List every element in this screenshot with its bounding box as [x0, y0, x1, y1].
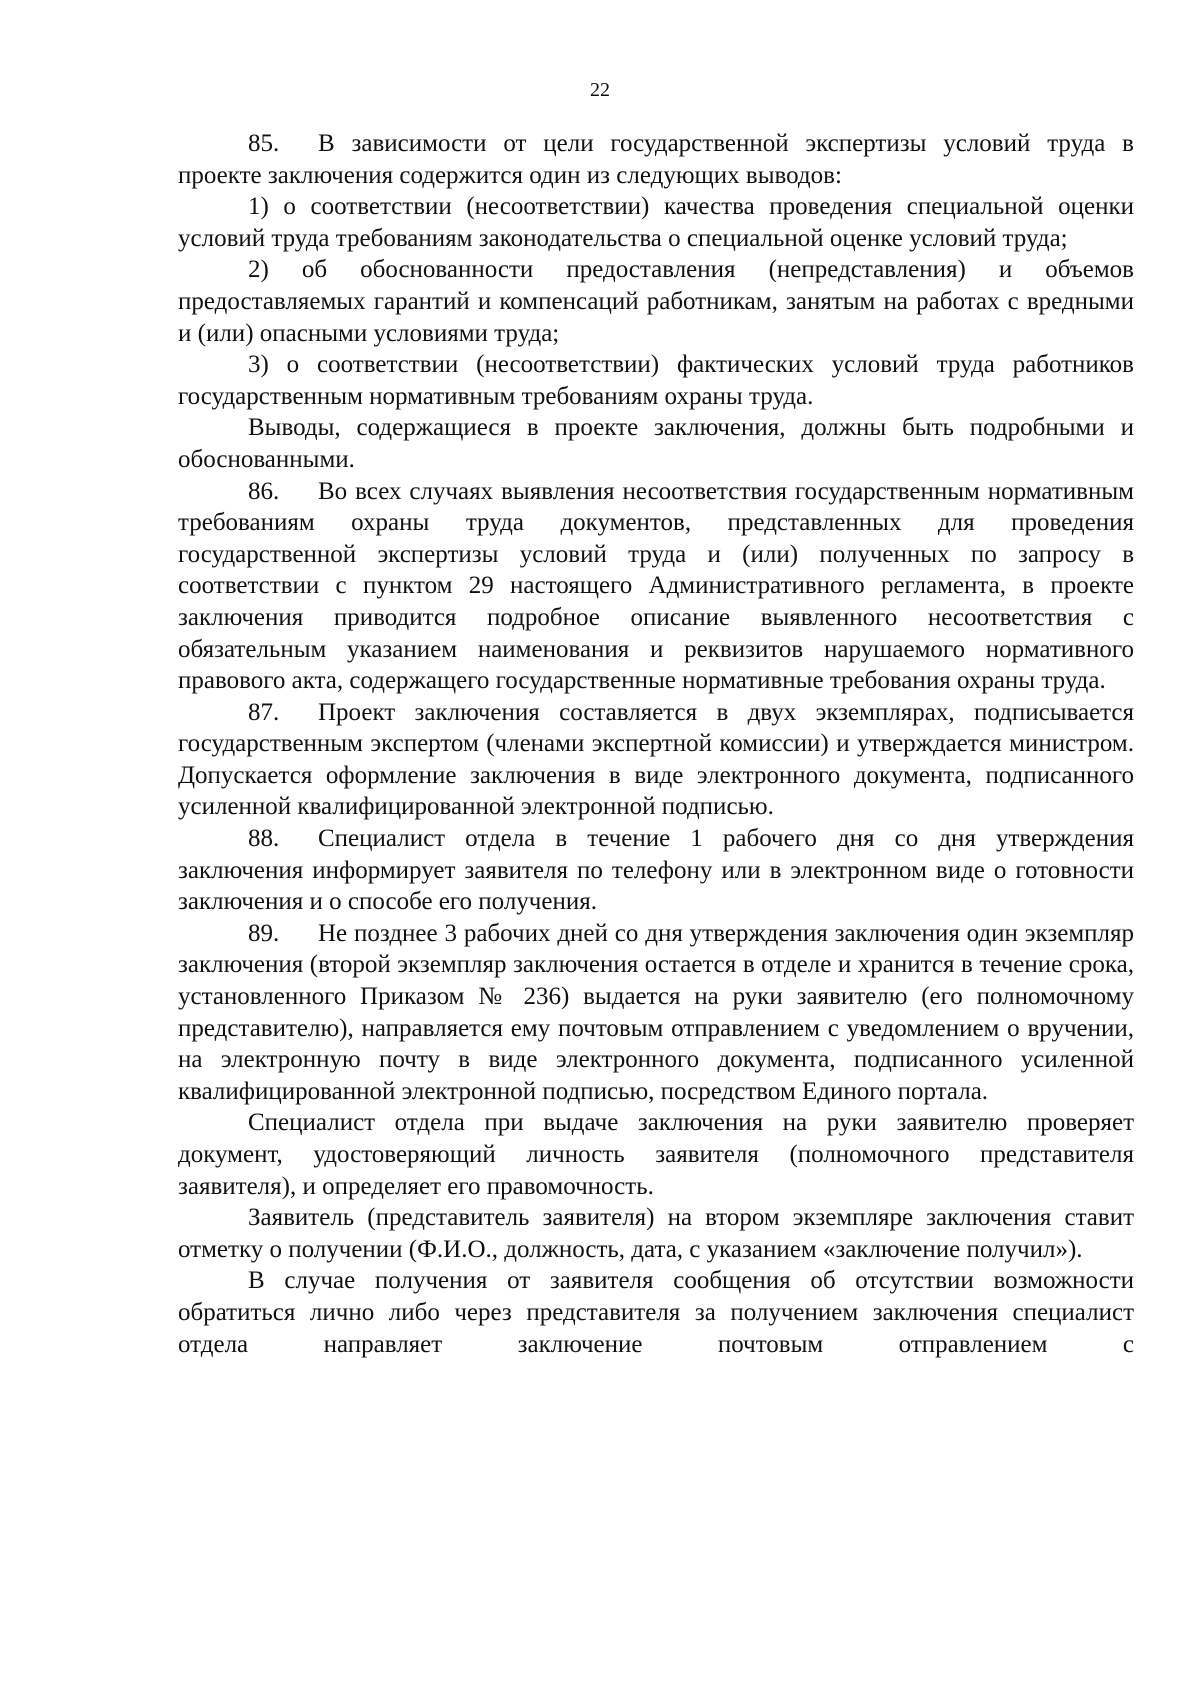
- paragraph-85-item-2: [178, 254, 1134, 349]
- item-number: 89.: [248, 919, 280, 947]
- paragraph-89-receipt: [178, 1202, 1134, 1265]
- paragraph-text: Во всех случаях выявления несоответствия государственным нормативным требованиям охраны труда документов, представленных для проведения государственной экспертизы условий труда и (или) полученных по запросу в соответствии с пунктом 29 настоящего Административного регламента, в проекте заключения приводится подробное описание выявленного несоответствия с обязательным указанием наименования и реквизитов нарушаемого нормативного правового акта, содержащего государственные нормативные требования охраны труда.: [178, 477, 1134, 695]
- paragraph-text: Специалист отдела при выдаче заключения на руки заявителю проверяет документ, удостоверяющий личность заявителя (полномочного представителя заявителя), и определяет его правомочность.: [178, 1109, 1134, 1200]
- paragraph-87: [178, 697, 1134, 823]
- paragraph-85-item-3: [178, 349, 1134, 412]
- paragraph-text: Специалист отдела в течение 1 рабочего дня со дня утверждения заключения информирует заявителя по телефону или в электронном виде о готовности заключения и о способе его получения.: [178, 825, 1134, 916]
- paragraph-text: Проект заключения составляется в двух экземплярах, подписывается государственным экспертом (членами экспертной комиссии) и утверждается министром. Допускается оформление заключения в виде электронного документа, подписанного усиленной квалифицированной электронной подписью.: [178, 698, 1134, 821]
- paragraph-text: В зависимости от цели государственной экспертизы условий труда в проекте заключения содержится один из следующих выводов:: [178, 130, 1134, 189]
- document-body: [178, 128, 1134, 1360]
- paragraph-text: 2) об обоснованности предоставления (непредставления) и объемов предоставляемых гарантий и компенсаций работникам, занятым на работах с вредными и (или) опасными условиями труда;: [178, 256, 1134, 347]
- paragraph-89-mail: [178, 1265, 1134, 1360]
- paragraph-conclusions: [178, 412, 1134, 475]
- paragraph-text: Не позднее 3 рабочих дней со дня утверждения заключения один экземпляр заключения (второй экземпляр заключения остается в отделе и хранится в течение срока, установленного Приказом № 236) выдается на руки заявителю (его полномочному представителю), направляется ему почтовым отправлением с уведомлением о вручении, на электронную почту в виде электронного документа, подписанного усиленной квалифицированной электронной подписью, посредством Единого портала.: [178, 919, 1134, 1105]
- paragraph-89: [178, 918, 1134, 1108]
- paragraph-85-item-1: [178, 191, 1134, 254]
- paragraph-text: Выводы, содержащиеся в проекте заключения, должны быть подробными и обоснованными.: [178, 414, 1134, 473]
- item-number: 87.: [248, 698, 280, 726]
- paragraph-text: В случае получения от заявителя сообщения об отсутствии возможности обратиться лично либо через представителя за получением заключения специалист отдела направляет заключение почтовым отправлением с: [178, 1267, 1134, 1358]
- item-number: 85.: [248, 130, 280, 157]
- paragraph-text: 3) о соответствии (несоответствии) фактических условий труда работников государственным нормативным требованиям охраны труда.: [178, 351, 1134, 410]
- item-number: 88.: [248, 825, 280, 853]
- item-number: 86.: [248, 477, 280, 505]
- page-number: 22: [590, 79, 610, 101]
- paragraph-88: [178, 823, 1134, 918]
- paragraph-89-check: [178, 1107, 1134, 1202]
- paragraph-85: [178, 128, 1134, 191]
- paragraph-text: Заявитель (представитель заявителя) на втором экземпляре заключения ставит отметку о получении (Ф.И.О., должность, дата, с указанием «заключение получил»).: [178, 1204, 1134, 1263]
- paragraph-text: 1) о соответствии (несоответствии) качества проведения специальной оценки условий труда требованиям законодательства о специальной оценке условий труда;: [178, 193, 1134, 252]
- paragraph-86: [178, 476, 1134, 697]
